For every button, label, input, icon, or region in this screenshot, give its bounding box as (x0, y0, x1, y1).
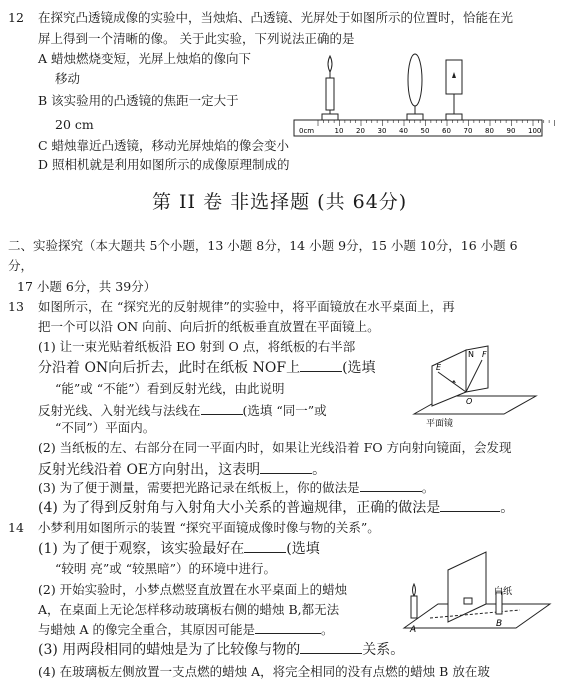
q14-s2-line1: (2) 开始实验时，小梦点燃竖直放置在水平桌面上的蜡烛 (38, 582, 348, 597)
q14-blank2[interactable] (255, 621, 321, 634)
light-screen-icon (446, 60, 462, 120)
candle-a-icon (411, 584, 417, 618)
q13-blank2[interactable] (201, 402, 243, 415)
part2-line2: 分， (8, 258, 34, 273)
q12-number: 12 (8, 10, 24, 25)
reflection-experiment-figure (408, 344, 543, 434)
point-e-label: E (436, 363, 442, 372)
part2-line3: 17 小题 6分，共 39分） (17, 279, 157, 294)
convex-lens-icon (407, 54, 423, 120)
q12-option-d: D 照相机就是利用如图所示的成像原理制成的 (38, 157, 290, 172)
q12-option-b-line1: B 该实验用的凸透镜的焦距一定大于 (38, 93, 239, 108)
q13-s1-line1: (1) 让一束光贴着纸板沿 EO 射到 O 点，将纸板的右半部 (38, 339, 356, 354)
q13-s1-line2: 分沿着 ON向后折去，此时在纸板 NOF上 (选填 (38, 360, 376, 376)
section-title: 第 II 卷 非选择题 (共 64分) (152, 191, 408, 213)
bench-tick-label: 90 (506, 127, 516, 135)
q13-s1-line4: 反射光线、入射光线与法线在 (选填 “同一”或 (38, 403, 327, 418)
q14-s1-line1: (1) 为了便于观察，该实验最好在 (选填 (38, 541, 320, 557)
q14-blank1[interactable] (244, 540, 286, 553)
plane-mirror-label: 平面镜 (426, 419, 454, 429)
point-f-label: F (482, 350, 487, 359)
q13-number: 13 (8, 299, 24, 314)
candle-a-label: A (410, 625, 417, 635)
candle-icon (322, 56, 338, 120)
plane-mirror-experiment-figure (402, 548, 552, 638)
q12-option-b-line2: 20 cm (55, 117, 94, 132)
part2-line1: 二、实验探究（本大题共 5个小题，13 小题 8分，14 小题 9分，15 小题 10分，16 小题 6 (8, 238, 518, 253)
bench-tick-label: 30 (377, 127, 387, 135)
bench-tick-label: 20 (356, 127, 365, 135)
point-o-label: O (466, 397, 473, 406)
bench-tick-label: 50 (420, 127, 430, 135)
q13-line1: 如图所示，在 “探究光的反射规律”的实验中，将平面镜放在水平桌面上，再 (38, 299, 455, 314)
bench-tick-label: 40 (399, 127, 408, 135)
bench-tick-label: 80 (485, 127, 494, 135)
bench-tick-label: 70 (463, 127, 473, 135)
bench-tick-label: 100 (528, 127, 542, 135)
q14-number: 14 (8, 520, 24, 535)
q14-s2-line2: A，在桌面上无论怎样移动玻璃板右侧的蜡烛 B,都无法 (38, 602, 340, 617)
q12-option-c: C 蜡烛靠近凸透镜，移动光屏烛焰的像会变小 (38, 138, 290, 153)
q13-blank3[interactable] (260, 461, 312, 474)
point-n-label: N (468, 350, 474, 359)
q12-stem-line2: 屏上得到一个清晰的像。 关于此实验，下列说法正确的是 (38, 31, 355, 46)
q13-s1-line3: “能”或 “不能”）看到反射光线，由此说明 (55, 381, 285, 396)
q14-blank3[interactable] (300, 641, 362, 654)
q14-s3-line: (3) 用两段相同的蜡烛是为了比较像与物的 关系。 (38, 642, 405, 658)
q14-s2-line3: 与蜡烛 A 的像完全重合，其原因可能是 。 (38, 622, 334, 637)
bench-tick-label: 10 (334, 127, 344, 135)
q12-option-a-line2: 移动 (55, 71, 81, 86)
q13-s2-line2: 反射光线沿着 OE方向射出，这表明 。 (38, 462, 327, 478)
q14-s1-line2: “较明 亮”或 “较黑暗”）的环境中进行。 (55, 561, 277, 576)
q14-line1: 小梦利用如图所示的装置 “探究平面镜成像时像与物的关系”。 (38, 520, 380, 535)
q13-s4-line: (4) 为了得到反射角与入射角大小关系的普遍规律，正确的做法是 。 (38, 500, 515, 516)
candle-b-label: B (496, 619, 503, 629)
optical-bench-rail (294, 120, 542, 136)
white-paper-label: 白纸 (494, 587, 513, 597)
q13-blank4[interactable] (360, 479, 422, 492)
q13-line2: 把一个可以沿 ON 向前、向后折的纸板垂直放置在平面镜上。 (38, 319, 380, 334)
q13-blank5[interactable] (440, 499, 500, 512)
bench-unit-label: 0cm (299, 127, 315, 135)
q13-s2-line1: (2) 当纸板的左、右部分在同一平面内时，如果让光线沿着 FO 方向射向镜面，会发现 (38, 440, 512, 455)
bench-tick-label: 60 (442, 127, 451, 135)
q14-s4-line: (4) 在玻璃板左侧放置一支点燃的蜡烛 A，将完全相同的没有点燃的蜡烛 B 放在玻 (38, 664, 490, 679)
q13-s3-line: (3) 为了便于测量，需要把光路记录在纸板上，你的做法是 。 (38, 480, 435, 495)
optical-bench-figure (290, 52, 550, 148)
q13-s1-line5: “不同”）平面内。 (55, 420, 156, 435)
q12-stem-line1: 在探究凸透镜成像的实验中，当烛焰、凸透镜、光屏处于如图所示的位置时，恰能在光 (38, 10, 514, 25)
q12-option-a-line1: A 蜡烛燃烧变短，光屏上烛焰的像向下 (38, 51, 252, 66)
q13-blank1[interactable] (300, 359, 342, 372)
